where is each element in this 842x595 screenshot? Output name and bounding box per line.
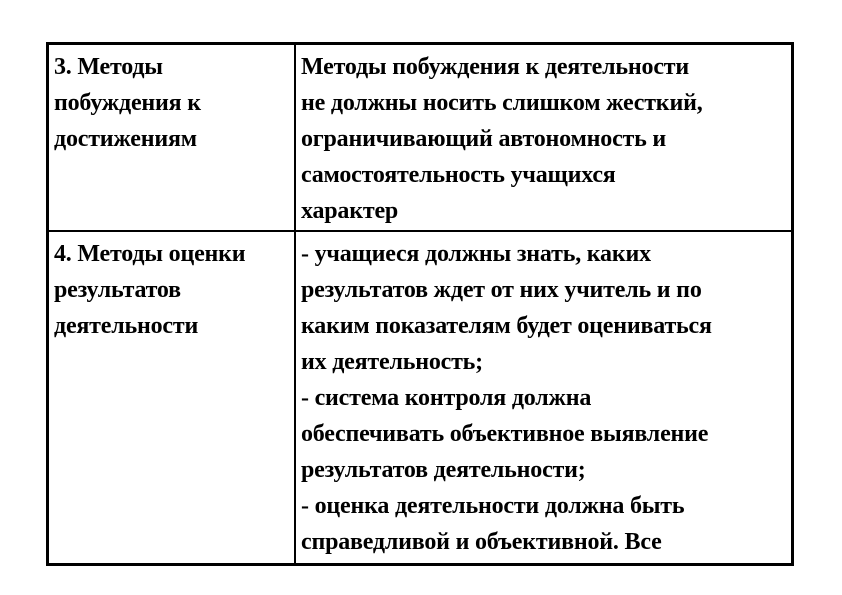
table-cell-requirement-3 [296, 45, 791, 232]
table-cell-method-4 [49, 232, 296, 563]
cell-text-line: обеспечивать объективное выявление [301, 421, 709, 447]
cell-text-line: - учащиеся должны знать, каких [301, 241, 651, 267]
cell-text-line: результатов ждет от них учитель и по [301, 277, 702, 303]
cell-text-line: не должны носить слишком жесткий, [301, 90, 703, 116]
cell-text-line: результатов деятельности; [301, 457, 586, 483]
cell-text-line: - оценка деятельности должна быть [301, 493, 685, 519]
table-cell-requirement-4 [296, 232, 791, 563]
cell-text-line: их деятельность; [301, 349, 483, 375]
cell-text-line: 3. Методы [54, 54, 163, 80]
methods-table [46, 42, 794, 566]
cell-text-line: самостоятельность учащихся [301, 162, 616, 188]
cell-text-line: достижениям [54, 126, 197, 152]
cell-text-line: справедливой и объективной. Все [301, 529, 662, 555]
cell-text-line: - система контроля должна [301, 385, 592, 411]
cell-text-line: ограничивающий автономность и [301, 126, 667, 152]
cell-text-line: характер [301, 198, 399, 224]
cell-text-line: результатов [54, 277, 181, 303]
table-cell-method-3 [49, 45, 296, 232]
cell-text-line: 4. Методы оценки [54, 241, 246, 267]
cell-text-line: деятельности [54, 313, 199, 339]
cell-text-line: Методы побуждения к деятельности [301, 54, 689, 80]
cell-text-line: каким показателям будет оцениваться [301, 313, 712, 339]
cell-text-line: побуждения к [54, 90, 201, 116]
